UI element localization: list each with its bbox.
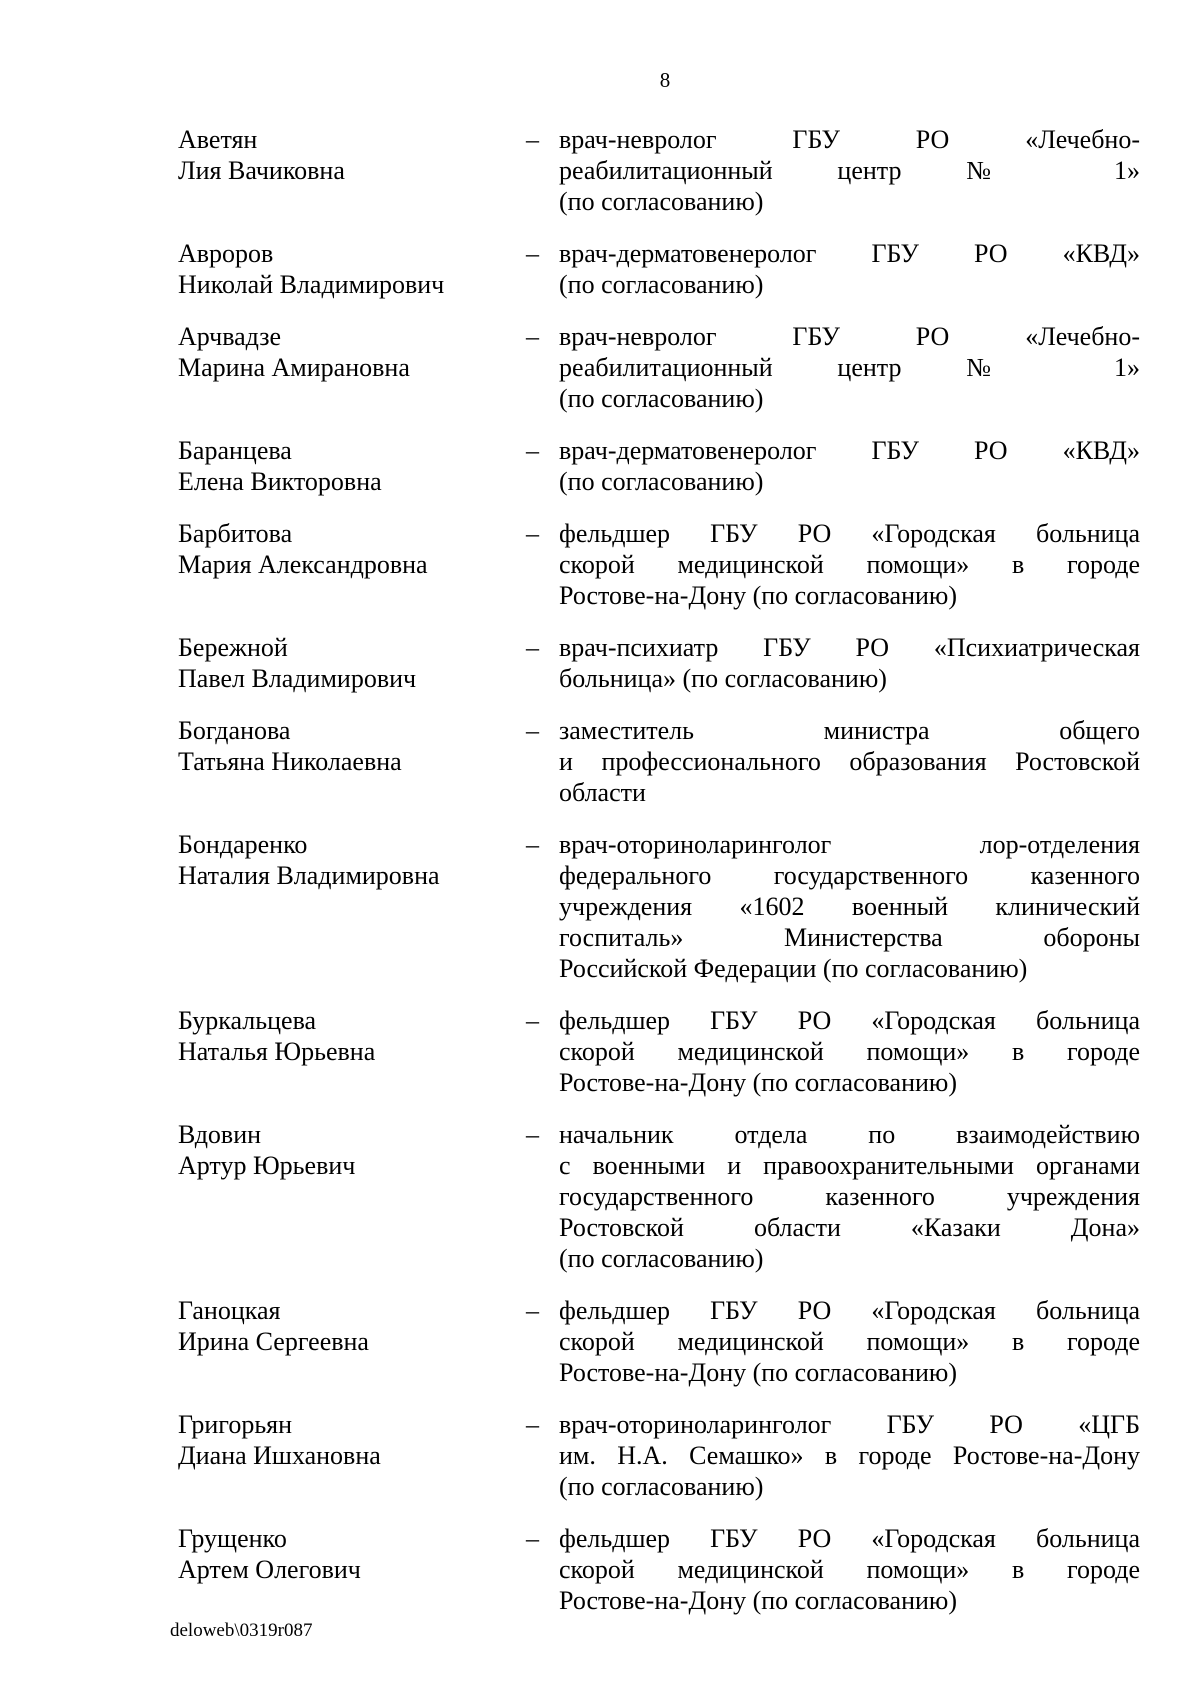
member-position [559, 715, 1140, 808]
member-given-name: Артур Юрьевич [178, 1151, 356, 1180]
member-position [559, 1409, 1140, 1502]
member-given-name: Мария Александровна [178, 550, 428, 579]
position-line: (по согласованию) [559, 187, 764, 216]
position-line: федерального государственного казенного [559, 861, 1140, 890]
member-given-name: Ирина Сергеевна [178, 1327, 369, 1356]
member-name [178, 829, 526, 984]
member-entry [178, 829, 1146, 984]
member-given-name: Николай Владимирович [178, 270, 445, 299]
entry-dash: – [526, 436, 539, 465]
page-number: 8 [659, 68, 671, 92]
member-surname: Грущенко [178, 1524, 287, 1553]
member-position [559, 238, 1140, 300]
member-surname: Григорьян [178, 1410, 293, 1439]
member-entry [178, 1005, 1146, 1098]
entry-dash: – [526, 1120, 539, 1149]
member-position [559, 1119, 1140, 1274]
entry-dash: – [526, 239, 539, 268]
position-line: врач-невролог ГБУ РО «Лечебно- [559, 322, 1140, 351]
entry-dash: – [526, 1410, 539, 1439]
member-name [178, 435, 526, 497]
member-name [178, 124, 526, 217]
position-line: Ростове-на-Дону (по согласованию) [559, 1358, 957, 1387]
member-surname: Бережной [178, 633, 288, 662]
entry-dash: – [526, 633, 539, 662]
position-line: реабилитационный центр № 1» [559, 156, 1140, 185]
member-name [178, 632, 526, 694]
position-line: скорой медицинской помощи» в городе [559, 1327, 1140, 1356]
entry-dash: – [526, 322, 539, 351]
member-name [178, 321, 526, 414]
entry-dash: – [526, 716, 539, 745]
position-line: государственного казенного учреждения [559, 1182, 1140, 1211]
position-line: врач-оториноларинголог ГБУ РО «ЦГБ [559, 1410, 1140, 1439]
position-line: (по согласованию) [559, 384, 764, 413]
position-line: области [559, 778, 646, 807]
position-line: скорой медицинской помощи» в городе [559, 1555, 1140, 1584]
member-entry [178, 518, 1146, 611]
member-position [559, 1295, 1140, 1388]
position-line: и профессионального образования Ростовской [559, 747, 1140, 776]
member-given-name: Артем Олегович [178, 1555, 361, 1584]
document-footer-code: deloweb\0319r087 [170, 1620, 313, 1641]
member-entry [178, 124, 1146, 217]
position-line: врач-оториноларинголог лор-отделения [559, 830, 1140, 859]
member-entry [178, 1409, 1146, 1502]
member-position [559, 829, 1140, 984]
position-line: врач-невролог ГБУ РО «Лечебно- [559, 125, 1140, 154]
position-line: фельдшер ГБУ РО «Городская больница [559, 519, 1140, 548]
position-line: госпиталь» Министерства обороны [559, 923, 1140, 952]
position-line: Ростовской области «Казаки Дона» [559, 1213, 1140, 1242]
member-entry [178, 435, 1146, 497]
member-position [559, 1523, 1140, 1616]
entry-dash: – [526, 519, 539, 548]
member-given-name: Лия Вачиковна [178, 156, 345, 185]
member-surname: Барбитова [178, 519, 293, 548]
member-entry [178, 321, 1146, 414]
position-line: врач-психиатр ГБУ РО «Психиатрическая [559, 633, 1140, 662]
position-line: фельдшер ГБУ РО «Городская больница [559, 1006, 1140, 1035]
member-entry [178, 238, 1146, 300]
member-surname: Бондаренко [178, 830, 308, 859]
commission-member-list [178, 124, 1146, 1637]
position-line: учреждения «1602 военный клинический [559, 892, 1140, 921]
member-surname: Авроров [178, 239, 274, 268]
position-line: скорой медицинской помощи» в городе [559, 550, 1140, 579]
position-line: фельдшер ГБУ РО «Городская больница [559, 1524, 1140, 1553]
member-surname: Вдовин [178, 1120, 262, 1149]
member-name [178, 518, 526, 611]
member-name [178, 1005, 526, 1098]
member-given-name: Елена Викторовна [178, 467, 382, 496]
position-line: врач-дерматовенеролог ГБУ РО «КВД» [559, 436, 1140, 465]
member-surname: Баранцева [178, 436, 292, 465]
position-line: больница» (по согласованию) [559, 664, 887, 693]
entry-dash: – [526, 1006, 539, 1035]
position-line: Ростове-на-Дону (по согласованию) [559, 1586, 957, 1615]
member-given-name: Наталия Владимировна [178, 861, 440, 890]
position-line: (по согласованию) [559, 467, 764, 496]
member-position [559, 435, 1140, 497]
member-name [178, 1409, 526, 1502]
member-name [178, 1295, 526, 1388]
member-surname: Богданова [178, 716, 291, 745]
position-line: Российской Федерации (по согласованию) [559, 954, 1028, 983]
member-surname: Арчвадзе [178, 322, 282, 351]
position-line: начальник отдела по взаимодействию [559, 1120, 1140, 1149]
entry-dash: – [526, 830, 539, 859]
member-entry [178, 632, 1146, 694]
entry-dash: – [526, 125, 539, 154]
member-name [178, 715, 526, 808]
position-line: реабилитационный центр № 1» [559, 353, 1140, 382]
member-name [178, 1119, 526, 1274]
member-surname: Ганоцкая [178, 1296, 281, 1325]
position-line: врач-дерматовенеролог ГБУ РО «КВД» [559, 239, 1140, 268]
member-surname: Аветян [178, 125, 258, 154]
member-entry [178, 715, 1146, 808]
member-entry [178, 1523, 1146, 1616]
member-surname: Буркальцева [178, 1006, 317, 1035]
member-given-name: Татьяна Николаевна [178, 747, 402, 776]
member-given-name: Наталья Юрьевна [178, 1037, 376, 1066]
entry-dash: – [526, 1524, 539, 1553]
position-line: с военными и правоохранительными органами [559, 1151, 1140, 1180]
member-entry [178, 1119, 1146, 1274]
member-given-name: Марина Амирановна [178, 353, 410, 382]
member-position [559, 321, 1140, 414]
position-line: (по согласованию) [559, 1244, 764, 1273]
position-line: (по согласованию) [559, 270, 764, 299]
position-line: им. Н.А. Семашко» в городе Ростове-на-Дону [559, 1441, 1140, 1470]
member-name [178, 238, 526, 300]
member-position [559, 518, 1140, 611]
member-given-name: Павел Владимирович [178, 664, 417, 693]
member-entry [178, 1295, 1146, 1388]
member-given-name: Диана Ишхановна [178, 1441, 381, 1470]
position-line: Ростове-на-Дону (по согласованию) [559, 1068, 957, 1097]
position-line: (по согласованию) [559, 1472, 764, 1501]
position-line: заместитель министра общего [559, 716, 1140, 745]
entry-dash: – [526, 1296, 539, 1325]
position-line: Ростове-на-Дону (по согласованию) [559, 581, 957, 610]
member-position [559, 1005, 1140, 1098]
position-line: скорой медицинской помощи» в городе [559, 1037, 1140, 1066]
member-name [178, 1523, 526, 1616]
position-line: фельдшер ГБУ РО «Городская больница [559, 1296, 1140, 1325]
member-position [559, 124, 1140, 217]
member-position [559, 632, 1140, 694]
